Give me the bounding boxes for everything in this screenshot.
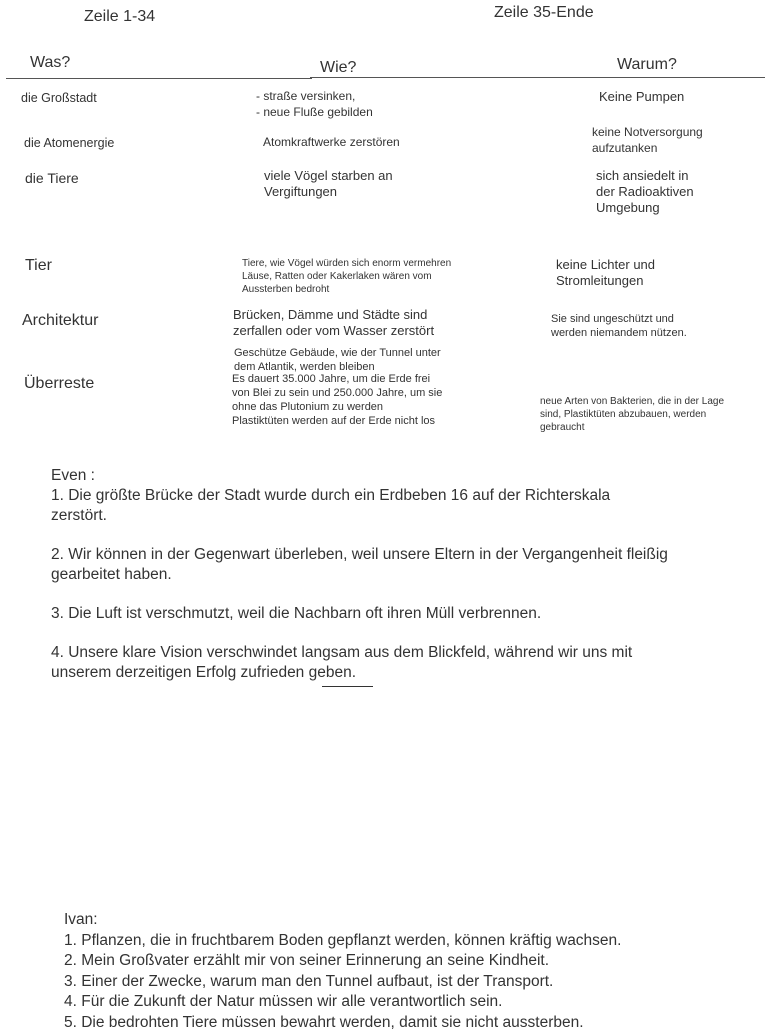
row-1-warum: Keine Pumpen bbox=[599, 89, 684, 105]
even-item-3: 3. Die Luft ist verschmutzt, weil die Nachbarn oft ihren Müll verbrennen. bbox=[51, 604, 668, 624]
ivan-title: Ivan: bbox=[64, 910, 621, 931]
even-section bbox=[51, 466, 668, 683]
row-1-was: die Großstadt bbox=[21, 91, 97, 105]
row-4-was: Tier bbox=[25, 257, 52, 275]
underline-mark bbox=[322, 686, 373, 687]
even-item-4: 4. Unsere klare Vision verschwindet langsam aus dem Blickfeld, während wir uns mit unserem derzeitigen Erfolg zufrieden geben. bbox=[51, 643, 668, 683]
row-2-warum: keine Notversorgung aufzutanken bbox=[592, 124, 703, 156]
header-left: Zeile 1-34 bbox=[84, 8, 155, 26]
ivan-item-1: 1. Pflanzen, die in fruchtbarem Boden gepflanzt werden, können kräftig wachsen. bbox=[64, 931, 621, 952]
ivan-section bbox=[64, 910, 621, 1033]
ivan-item-2: 2. Mein Großvater erzählt mir von seiner Erinnerung an seine Kindheit. bbox=[64, 951, 621, 972]
row-3-wie: viele Vögel starben an Vergiftungen bbox=[264, 168, 393, 200]
row-5-was: Architektur bbox=[22, 312, 98, 330]
row-5-warum: Sie sind ungeschützt und werden niemandem nützen. bbox=[551, 312, 687, 340]
row-2-wie: Atomkraftwerke zerstören bbox=[263, 134, 400, 150]
even-item-1: 1. Die größte Brücke der Stadt wurde durch ein Erdbeben 16 auf der Richterskala zerstört. bbox=[51, 486, 668, 526]
ivan-item-4: 4. Für die Zukunft der Natur müssen wir alle verantwortlich sein. bbox=[64, 992, 621, 1013]
row-4-wie: Tiere, wie Vögel würden sich enorm vermehren Läuse, Ratten oder Kakerlaken wären vom Aussterben bedroht bbox=[242, 257, 451, 296]
row-4-warum: keine Lichter und Stromleitungen bbox=[556, 257, 655, 289]
row-5-wie: Brücken, Dämme und Städte sind zerfallen oder vom Wasser zerstört bbox=[233, 307, 434, 339]
ivan-item-3: 3. Einer der Zwecke, warum man den Tunnel aufbaut, ist der Transport. bbox=[64, 972, 621, 993]
header-right: Zeile 35-Ende bbox=[494, 4, 594, 22]
header-rule-right bbox=[310, 77, 765, 78]
column-was: Was? bbox=[30, 54, 70, 72]
column-warum: Warum? bbox=[617, 56, 677, 74]
row-1-wie: - straße versinken, - neue Fluße gebilden bbox=[256, 88, 373, 120]
column-wie: Wie? bbox=[320, 59, 356, 77]
even-item-2: 2. Wir können in der Gegenwart überleben, weil unsere Eltern in der Vergangenheit fleißig gearbeitet haben. bbox=[51, 545, 668, 585]
row-6-was: Überreste bbox=[24, 375, 94, 393]
row-3-was: die Tiere bbox=[25, 170, 79, 186]
even-title: Even : bbox=[51, 466, 668, 486]
header-rule-left bbox=[6, 78, 312, 79]
row-2-was: die Atomenergie bbox=[24, 136, 114, 150]
ivan-item-5: 5. Die bedrohten Tiere müssen bewahrt werden, damit sie nicht aussterben. bbox=[64, 1013, 621, 1033]
row-6-wie-top: Geschütze Gebäude, wie der Tunnel unter dem Atlantik, werden bleiben bbox=[234, 346, 441, 374]
row-3-warum: sich ansiedelt in der Radioaktiven Umgebung bbox=[596, 168, 694, 216]
row-6-wie: Es dauert 35.000 Jahre, um die Erde frei von Blei zu sein und 250.000 Jahre, um sie ohne das Plutonium zu werden Plastiktüten werden auf der Erde nicht los bbox=[232, 372, 442, 428]
row-6-warum: neue Arten von Bakterien, die in der Lage sind, Plastiktüten abzubauen, werden gebraucht bbox=[540, 395, 724, 434]
